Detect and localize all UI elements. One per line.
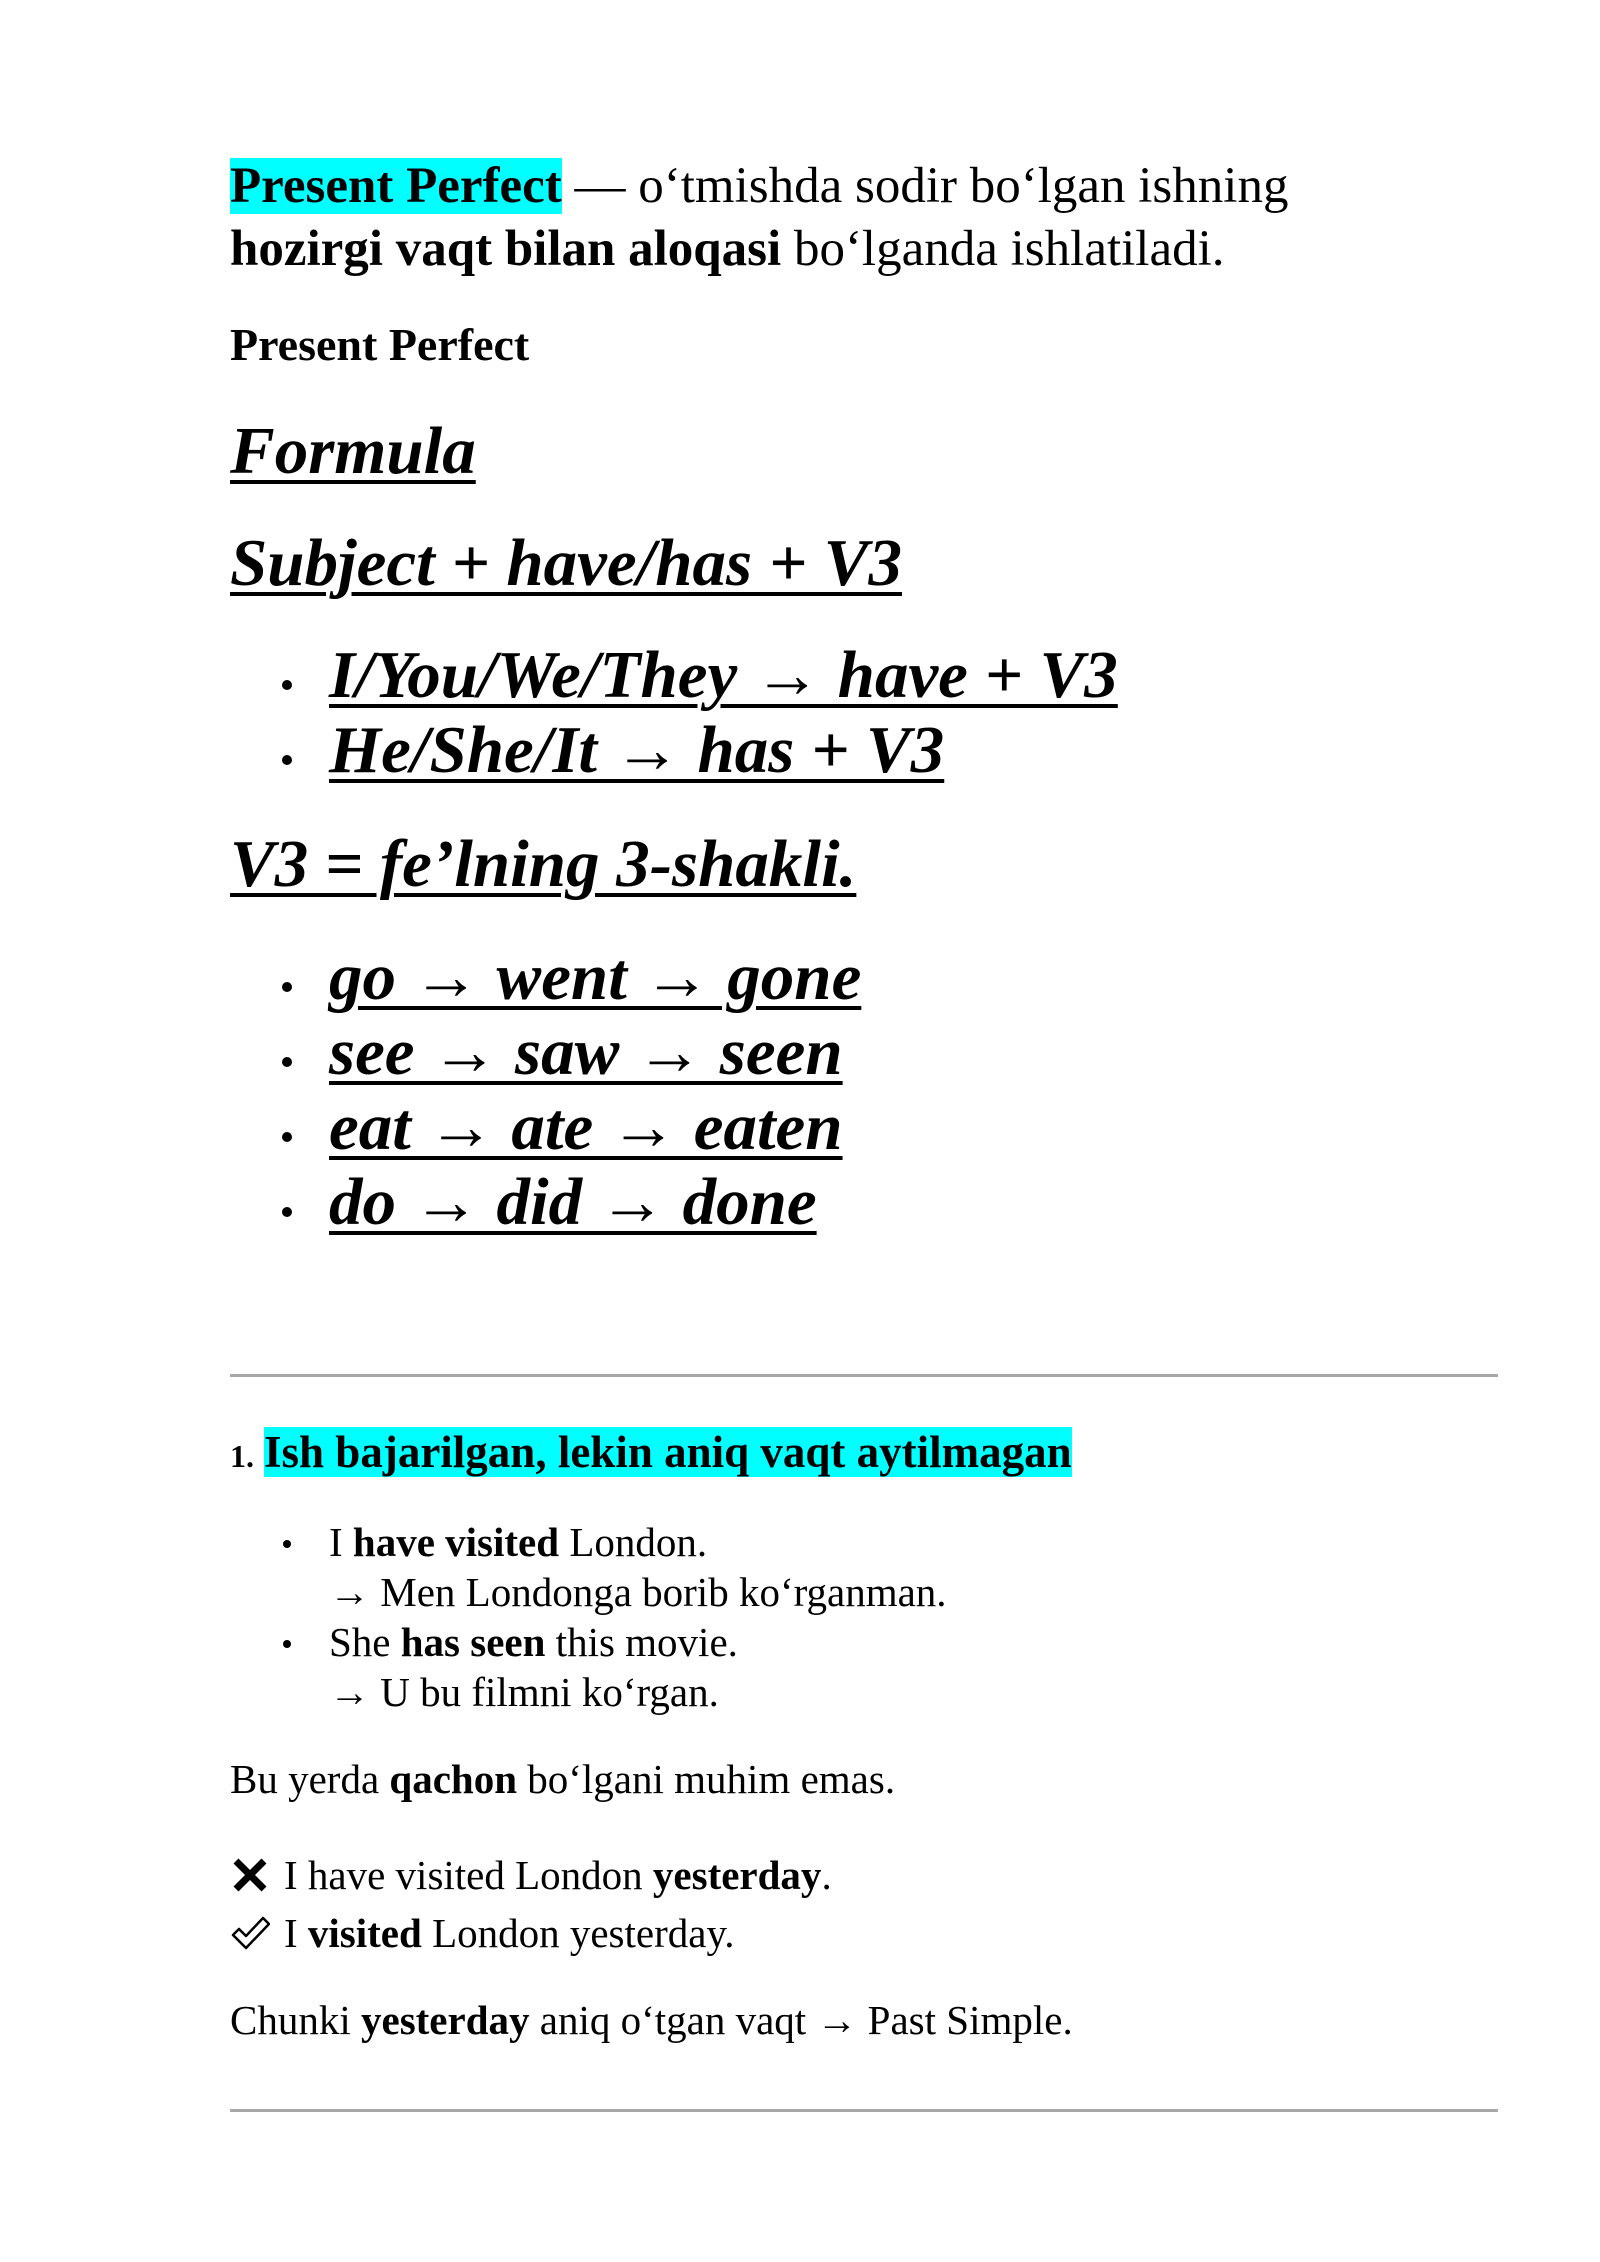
check-mark-icon [230,1913,270,1953]
section-title-highlight: Ish bajarilgan, lekin aniq vaqt aytilmagan [264,1427,1072,1477]
list-item [230,1165,861,1240]
example-text: I [329,1519,353,1565]
formula-title [230,411,476,491]
wrong-example-text: I have visited London [284,1852,653,1898]
formula-rule-text: Subject + have/has + V3 [230,526,902,600]
list-item [230,1517,947,1617]
example-bold: has seen [400,1619,546,1665]
intro-line-2 [230,218,1288,281]
list-item [230,1015,861,1090]
list-item-text: He/She/It → has + V3 [329,713,945,787]
horizontal-divider [230,2109,1498,2112]
intro-line1-text: — o‘tmishda sodir bo‘lgan ishning [561,158,1289,214]
list-item [230,1090,861,1165]
example-translation: → U bu filmni ko‘rgan. [329,1669,719,1715]
intro-line-1 [230,155,1288,218]
list-item-text: see → saw → seen [329,1015,843,1089]
reason-text: Chunki [230,1997,361,2043]
example-sentence [329,1517,947,1567]
example-sentence [329,1617,947,1667]
formula-title-text: Formula [230,414,476,488]
reason-text: aniq o‘tgan vaqt → Past Simple. [529,1997,1073,2043]
section-heading: Present Perfect [230,319,530,370]
note-text: Bu yerda [230,1756,390,1802]
note-paragraph [230,1754,895,1804]
list-item [230,713,1118,788]
example-text: this movie. [545,1619,738,1665]
right-example-text: I [284,1910,308,1956]
wrong-example-text: . [821,1852,832,1898]
reason-bold: yesterday [361,1997,530,2043]
horizontal-divider [230,1374,1498,1377]
cross-mark-icon [230,1855,270,1895]
note-text: bo‘lgani muhim emas. [517,1756,896,1802]
intro-highlight: Present Perfect [230,158,562,214]
reason-paragraph [230,1995,1073,2045]
right-example-text: London yesterday. [421,1910,735,1956]
list-item-text: do → did → done [329,1165,817,1239]
example-translation: → Men Londonga borib ko‘rganman. [329,1569,947,1615]
examples-list [230,1517,947,1717]
list-item-text: eat → ate → eaten [329,1090,843,1164]
list-item [230,940,861,1015]
list-item [230,1617,947,1717]
example-text: London. [559,1519,708,1565]
section-number: 1. [230,1438,254,1474]
intro-paragraph [230,155,1288,281]
intro-line2-text: bo‘lganda ishlatiladi. [781,221,1225,277]
right-example [230,1908,735,1958]
v3-title-text: V3 = fe’lning 3-shakli. [230,827,857,901]
note-bold: qachon [389,1756,518,1802]
v3-title [230,824,856,904]
wrong-example [230,1850,832,1900]
intro-bold-text: hozirgi vaqt bilan aloqasi [230,221,782,277]
verb-forms-list [230,940,861,1240]
example-text: She [329,1619,401,1665]
list-item [230,638,1118,713]
list-item-text: I/You/We/They → have + V3 [329,638,1118,712]
section-1-title [230,1423,1072,1492]
formula-forms-list [230,638,1118,788]
formula-rule [230,523,902,603]
right-example-bold: visited [307,1910,422,1956]
list-item-text: go → went → gone [329,940,862,1014]
wrong-example-bold: yesterday [652,1852,822,1898]
example-bold: have visited [352,1519,560,1565]
